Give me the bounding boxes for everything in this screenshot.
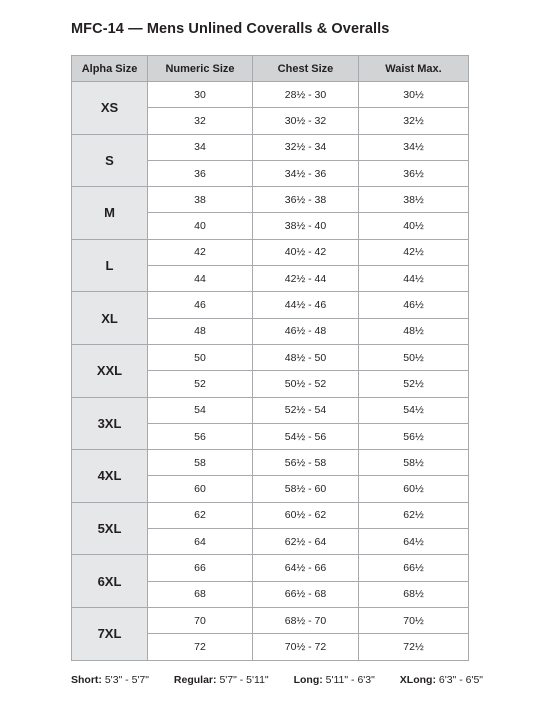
waist-max-cell: 64½ <box>359 529 469 555</box>
numeric-size-cell: 72 <box>148 634 253 660</box>
chest-size-cell: 56½ - 58 <box>253 450 359 476</box>
numeric-size-cell: 34 <box>148 134 253 160</box>
fit-range: 5'11" - 6'3" <box>325 674 375 686</box>
chest-size-cell: 46½ - 48 <box>253 318 359 344</box>
table-row <box>72 239 469 265</box>
fit-range: 5'7" - 5'11" <box>219 674 269 686</box>
header-alpha-size: Alpha Size <box>72 56 148 82</box>
numeric-size-cell: 38 <box>148 187 253 213</box>
waist-max-cell: 48½ <box>359 318 469 344</box>
chest-size-cell: 62½ - 64 <box>253 529 359 555</box>
fit-range: 5'3" - 5'7" <box>104 674 149 686</box>
alpha-size-cell: XS <box>72 82 148 135</box>
fit-range: 6'3" - 6'5" <box>438 674 484 686</box>
page-title: MFC-14 — Mens Unlined Coveralls & Overalls <box>71 21 390 37</box>
alpha-size-cell: 3XL <box>72 397 148 450</box>
fit-xlong <box>400 674 483 686</box>
numeric-size-cell: 30 <box>148 82 253 108</box>
numeric-size-cell: 58 <box>148 450 253 476</box>
numeric-size-cell: 40 <box>148 213 253 239</box>
waist-max-cell: 62½ <box>359 502 469 528</box>
waist-max-cell: 60½ <box>359 476 469 502</box>
table-row <box>72 607 469 633</box>
waist-max-cell: 58½ <box>359 450 469 476</box>
waist-max-cell: 40½ <box>359 213 469 239</box>
waist-max-cell: 66½ <box>359 555 469 581</box>
waist-max-cell: 32½ <box>359 108 469 134</box>
alpha-size-cell: 4XL <box>72 450 148 503</box>
numeric-size-cell: 54 <box>148 397 253 423</box>
waist-max-cell: 50½ <box>359 344 469 370</box>
chest-size-cell: 68½ - 70 <box>253 607 359 633</box>
table-row <box>72 344 469 370</box>
chest-size-cell: 40½ - 42 <box>253 239 359 265</box>
numeric-size-cell: 56 <box>148 423 253 449</box>
fit-legend <box>71 674 505 686</box>
table-row <box>72 82 469 108</box>
fit-label: Long: <box>293 674 323 686</box>
chest-size-cell: 64½ - 66 <box>253 555 359 581</box>
chest-size-cell: 52½ - 54 <box>253 397 359 423</box>
table-row <box>72 292 469 318</box>
chest-size-cell: 42½ - 44 <box>253 266 359 292</box>
fit-short <box>71 674 149 686</box>
size-chart-table <box>71 55 469 661</box>
numeric-size-cell: 64 <box>148 529 253 555</box>
waist-max-cell: 72½ <box>359 634 469 660</box>
chest-size-cell: 60½ - 62 <box>253 502 359 528</box>
numeric-size-cell: 52 <box>148 371 253 397</box>
chest-size-cell: 36½ - 38 <box>253 187 359 213</box>
alpha-size-cell: 7XL <box>72 607 148 660</box>
header-chest-size: Chest Size <box>253 56 359 82</box>
numeric-size-cell: 42 <box>148 239 253 265</box>
fit-label: XLong: <box>399 674 436 686</box>
numeric-size-cell: 66 <box>148 555 253 581</box>
chest-size-cell: 34½ - 36 <box>253 160 359 186</box>
chest-size-cell: 44½ - 46 <box>253 292 359 318</box>
waist-max-cell: 52½ <box>359 371 469 397</box>
fit-long <box>294 674 375 686</box>
chest-size-cell: 66½ - 68 <box>253 581 359 607</box>
table-header-row <box>72 56 469 82</box>
chest-size-cell: 28½ - 30 <box>253 82 359 108</box>
waist-max-cell: 36½ <box>359 160 469 186</box>
header-numeric-size: Numeric Size <box>148 56 253 82</box>
waist-max-cell: 42½ <box>359 239 469 265</box>
alpha-size-cell: XL <box>72 292 148 345</box>
alpha-size-cell: S <box>72 134 148 187</box>
numeric-size-cell: 46 <box>148 292 253 318</box>
chest-size-cell: 54½ - 56 <box>253 423 359 449</box>
numeric-size-cell: 50 <box>148 344 253 370</box>
table-row <box>72 397 469 423</box>
chest-size-cell: 30½ - 32 <box>253 108 359 134</box>
numeric-size-cell: 32 <box>148 108 253 134</box>
waist-max-cell: 46½ <box>359 292 469 318</box>
chest-size-cell: 70½ - 72 <box>253 634 359 660</box>
fit-regular <box>174 674 269 686</box>
chest-size-cell: 48½ - 50 <box>253 344 359 370</box>
alpha-size-cell: M <box>72 187 148 240</box>
chest-size-cell: 38½ - 40 <box>253 213 359 239</box>
waist-max-cell: 54½ <box>359 397 469 423</box>
chest-size-cell: 50½ - 52 <box>253 371 359 397</box>
alpha-size-cell: L <box>72 239 148 292</box>
numeric-size-cell: 68 <box>148 581 253 607</box>
alpha-size-cell: 6XL <box>72 555 148 608</box>
table-row <box>72 187 469 213</box>
numeric-size-cell: 48 <box>148 318 253 344</box>
numeric-size-cell: 44 <box>148 266 253 292</box>
numeric-size-cell: 36 <box>148 160 253 186</box>
alpha-size-cell: XXL <box>72 344 148 397</box>
table-row <box>72 450 469 476</box>
table-row <box>72 555 469 581</box>
waist-max-cell: 70½ <box>359 607 469 633</box>
table-row <box>72 134 469 160</box>
table-row <box>72 502 469 528</box>
fit-label: Short: <box>71 674 102 686</box>
waist-max-cell: 56½ <box>359 423 469 449</box>
waist-max-cell: 34½ <box>359 134 469 160</box>
waist-max-cell: 30½ <box>359 82 469 108</box>
waist-max-cell: 38½ <box>359 187 469 213</box>
waist-max-cell: 44½ <box>359 266 469 292</box>
fit-label: Regular: <box>173 674 217 686</box>
numeric-size-cell: 60 <box>148 476 253 502</box>
alpha-size-cell: 5XL <box>72 502 148 555</box>
waist-max-cell: 68½ <box>359 581 469 607</box>
table-body <box>72 82 469 661</box>
chest-size-cell: 32½ - 34 <box>253 134 359 160</box>
header-waist-max: Waist Max. <box>359 56 469 82</box>
numeric-size-cell: 70 <box>148 607 253 633</box>
chest-size-cell: 58½ - 60 <box>253 476 359 502</box>
numeric-size-cell: 62 <box>148 502 253 528</box>
